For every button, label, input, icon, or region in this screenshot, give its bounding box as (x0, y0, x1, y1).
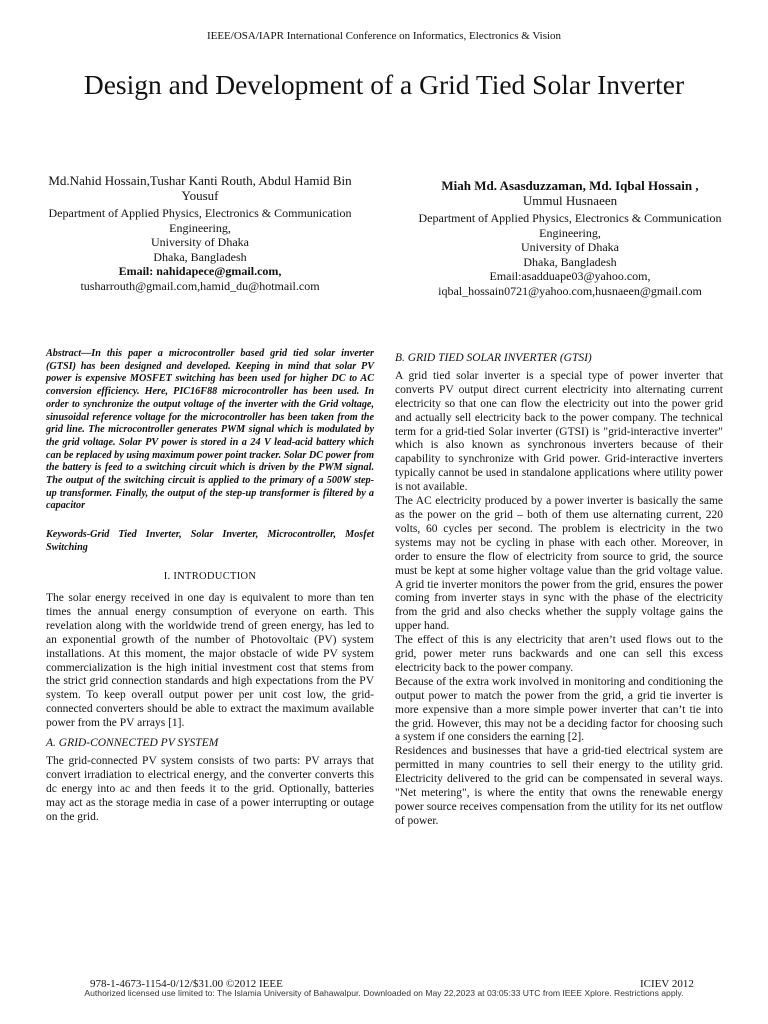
author-email-2: tusharrouth@gmail.com,hamid_du@hotmail.com (80, 278, 320, 293)
keywords: Keywords-Grid Tied Inverter, Solar Inverter, Microcontroller, Mosfet Switching (46, 529, 374, 554)
subsection-b-paragraph-2: The AC electricity produced by a power inverter is basically the same as the power on the grid – both of them use alternating current, 220 volts, 60 cycles per second. The problem is electricity in the two systems may not be cycling in phase with each other. Moreover, in order to ensure the flow of electricity from source to grid, the source must be kept at some higher voltage value than the grid voltage value. A grid tie inverter monitors the power from the grid, ensures the power coming from inverter stays in sync with the phase of the electricity from the grid and also checks whether the supply voltage gains the upper hand. (395, 495, 723, 633)
author-names-2: Ummul Husnaeen (522, 193, 618, 208)
subsection-b-paragraph-4: Because of the extra work involved in monitoring and conditioning the output power to match the power from the grid, a grid tie inverter is more expensive than a more simple power inverter that can’t tie into the grid. However, this may not be a deciding factor for choosing such a system if one considers the earning [2]. (395, 675, 723, 744)
author-email-2: iqbal_hossain0721@yahoo.com,husnaeen@gmail.com (438, 283, 702, 298)
right-column (395, 352, 723, 829)
author-university: University of Dhaka (521, 240, 619, 255)
intro-paragraph: The solar energy received in one day is equivalent to more than ten times the annual energy consumption of everyone on earth. This revelation along with the worldwide trend of green energy, has led to an exponential growth of the number of Photovoltaic (PV) system installations. At this moment, the major obstacle of wide PV system commercialization is the high initial investment cost that stems from the strict grid connection standards and high expectations from the PV system. To keep overall output power per unit cost low, the grid-connected converters should be able to extract the maximum available power from the PV arrays [1]. (46, 592, 374, 730)
section-heading-introduction: I. INTRODUCTION (163, 571, 257, 583)
author-city: Dhaka, Bangladesh (523, 254, 617, 269)
conference-header: IEEE/OSA/IAPR International Conference on Informatics, Electronics & Vision (206, 30, 562, 42)
author-names: Md.Nahid Hossain,Tushar Kanti Routh, Abdul Hamid Bin Yousuf (48, 173, 352, 203)
subsection-b-paragraph-1: A grid tied solar inverter is a special type of power inverter that converts PV output direct current electricity into alternating current electricity so that one can flow the electricity out into the power grid and actually sell electricity back to the power company. The technical term for a grid-tied Solar inverter (GTSI) is "grid-interactive inverter" which is also known as synchronous inverters because of their capability to synchronize with Grid power. Grid-interactive inverters typically cannot be used in standalone applications where utility power is not available. (395, 369, 723, 494)
footer-license: Authorized licensed use limited to: The Islamia University of Bahawalpur. Downloaded on May 22,2023 at 03:05:33 UTC from IEEE Xplore. Restrictions apply. (84, 988, 684, 998)
author-email: Email: nahidapece@gmail.com, (118, 264, 282, 279)
abstract: Abstract—In this paper a microcontroller based grid tied solar inverter (GTSI) has been designed and developed. Keeping in mind that solar PV power is expensive MOSFET switching has been used for higher DC to AC conversion efficiency. Here, PIC16F88 microcontroller has been used. In order to synchronize the output voltage of the inverter with the Grid voltage, sinusoidal reference voltage for the microcontroller has been taken from the grid line. The microcontroller generates PWM signal which is modulated by the grid voltage. Solar PV power is stored in a 24 V lead-acid battery which can be replaced by using maximum power point tracker. Solar DC power from the battery is feed to a switching circuit which is driven by the PWM signal. The output of the switching circuit is applied to the primary of a 500W step-up transformer. Finally, the output of the step-up transformer is filtered by a capacitor (46, 348, 374, 512)
authors-right (395, 178, 745, 299)
author-affiliation: Department of Applied Physics, Electronics & Communication Engineering, (48, 206, 352, 235)
author-email: Email:asadduape03@yahoo.com, (489, 269, 651, 284)
subsection-heading-a: A. GRID-CONNECTED PV SYSTEM (46, 737, 219, 750)
subsection-a-paragraph: The grid-connected PV system consists of two parts: PV arrays that convert irradiation to electrical energy, and the converter converts this dc energy into ac and then feeds it to the grid. Optionally, batteries may act as the storage media in case of a power interrupting or outage on the grid. (46, 755, 374, 823)
subsection-b-paragraph-5: Residences and businesses that have a grid-tied electrical system are permitted in many countries to sell their energy to the utility grid. Electricity delivered to the grid can be compensated in several ways. "Net metering", is where the entity that owns the renewable energy power source receives compensation from the utility for its net outflow of power. (395, 745, 723, 827)
author-city: Dhaka, Bangladesh (153, 249, 247, 264)
paper-title: Design and Development of a Grid Tied Solar Inverter (83, 69, 685, 100)
author-names: Miah Md. Asasduzzaman, Md. Iqbal Hossain , (441, 178, 699, 193)
footer-isbn: 978-1-4673-1154-0/12/$31.00 ©2012 IEEE (90, 978, 283, 990)
subsection-heading-b: B. GRID TIED SOLAR INVERTER (GTSI) (395, 352, 592, 364)
author-affiliation: Department of Applied Physics, Electronics & Communication Engineering, (418, 211, 722, 240)
left-column (46, 348, 374, 825)
footer-conference: ICIEV 2012 (640, 978, 694, 990)
author-university: University of Dhaka (151, 235, 249, 250)
subsection-b-paragraph-3: The effect of this is any electricity that aren’t used flows out to the grid, power meter runs backwards and one can sell this excess electricity back to the power company. (395, 634, 723, 674)
authors-left (30, 173, 370, 294)
